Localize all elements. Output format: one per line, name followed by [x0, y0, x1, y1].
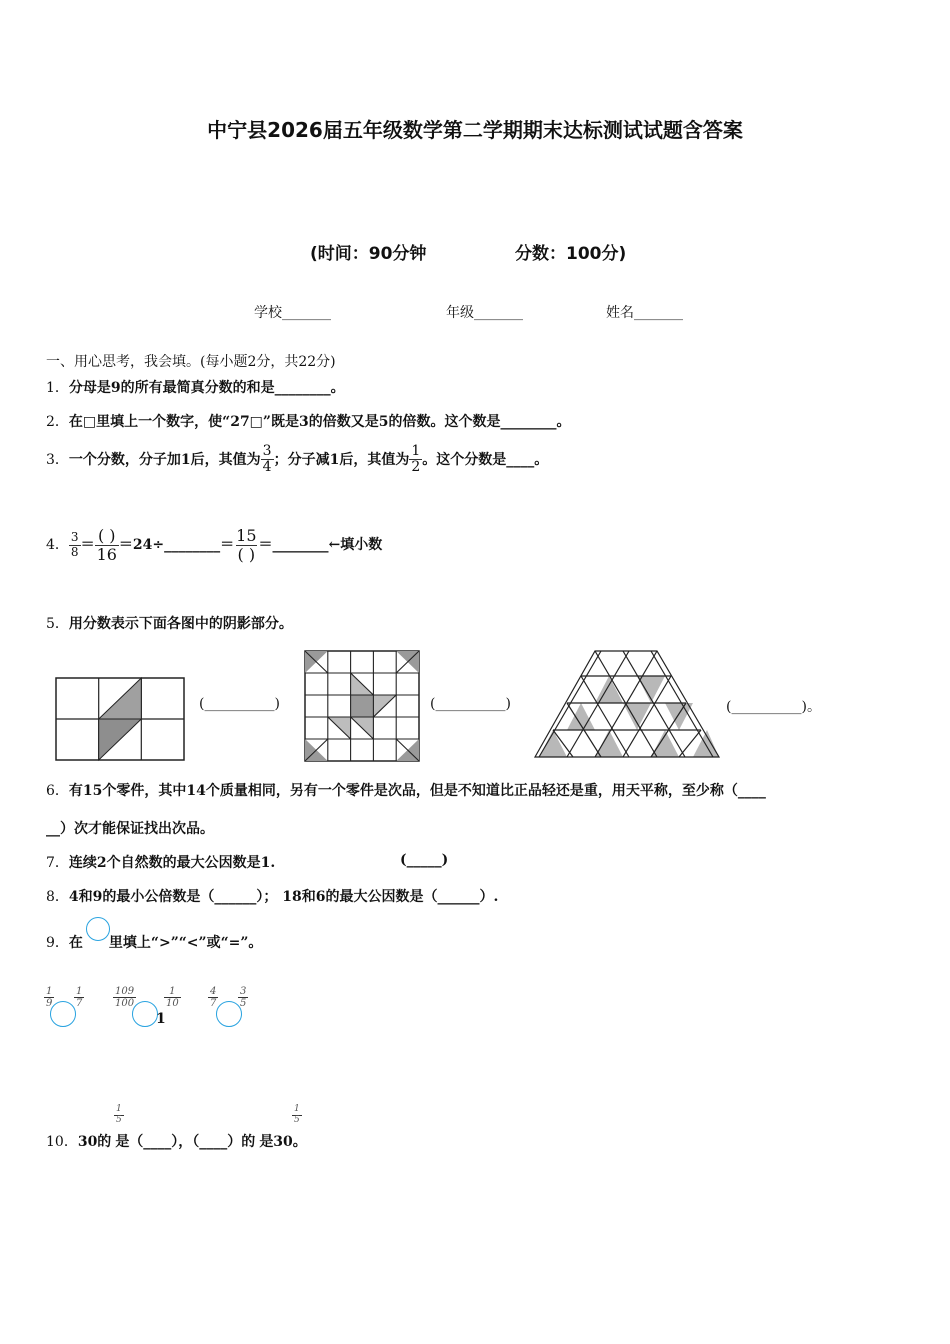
- fraction: $\frac{3}{4}$: [262, 443, 272, 476]
- fraction-one-fifth-b: $\frac{1}{5}$: [294, 1104, 300, 1125]
- compare-item-1-right: [74, 986, 84, 1009]
- question-1: 1．分母是9的所有最简真分数的和是________。: [46, 380, 345, 396]
- school-field: 学校_______: [254, 305, 331, 321]
- question-2: 2．在□里填上一个数字，使“27□”既是3的倍数又是5的倍数。这个数是________。: [46, 414, 571, 430]
- grade-field: 年级_______: [446, 305, 523, 321]
- question-10: 10．30的 是（____），（____）的 是30。: [46, 1134, 307, 1150]
- compare-item-2-right: [164, 986, 181, 1009]
- score-label: 分数：100分): [515, 244, 627, 264]
- fraction-right: $\frac{1}{10}$: [166, 986, 179, 1009]
- fraction-one-fifth-a: $\frac{1}{5}$: [116, 1104, 122, 1125]
- fraction-right: $\frac{3}{5}$: [240, 986, 247, 1009]
- section-heading: 一、用心思考，我会填。(每小题2分，共22分): [46, 354, 336, 370]
- figure-triangle-trapezoid: [533, 650, 719, 760]
- compare-circle-input[interactable]: [132, 1001, 158, 1027]
- fraction: $\frac{1}{2}$: [411, 443, 421, 476]
- question-4: 4． $\frac{3}{8}$ ＝ $\frac{( )}{16}$ ＝24÷________＝ $\frac{15}{( )}$ ＝________←填小数: [46, 526, 383, 564]
- compare-circle-input[interactable]: [50, 1001, 76, 1027]
- name-field: 姓名_______: [606, 305, 683, 321]
- question-7: 7．连续2个自然数的最大公因数是1.: [46, 855, 276, 871]
- compare-item-3: [208, 986, 218, 1009]
- fraction-left: $\frac{4}{7}$: [210, 986, 217, 1009]
- question-5: 5．用分数表示下面各图中的阴影部分。: [46, 616, 293, 632]
- fraction-left: $\frac{109}{100}$: [115, 986, 135, 1009]
- fraction-right: $\frac{1}{7}$: [76, 986, 83, 1009]
- answer-blank-3: (__________)。: [726, 699, 821, 715]
- compare-circle-icon: [86, 917, 110, 941]
- figure-square-grid: [304, 650, 420, 762]
- answer-blank-1: (__________): [199, 696, 280, 712]
- fraction: $\frac{( )}{16}$: [96, 526, 117, 564]
- question-3: 3．一个分数，分子加1后，其值为 $\frac{3}{4}$ ；分子减1后，其值为 $\frac{1}{2}$ 。这个分数是____。: [46, 443, 549, 476]
- fraction: $\frac{3}{8}$: [70, 530, 79, 559]
- fraction: $\frac{15}{( )}$: [236, 526, 257, 564]
- question-9: 9．在 里填上“>”“<”或“=”。: [46, 935, 263, 951]
- question-6-cont: __）次才能保证找出次品。: [46, 821, 214, 837]
- question-6: 6．有15个零件，其中14个质量相同，另有一个零件是次品，但是不知道比正品轻还是重，用天平称，至少称（____: [46, 783, 766, 799]
- question-8: 8．4和9的最小公倍数是（______）； 18和6的最大公因数是（______）.: [46, 889, 499, 905]
- question-7-blank: (_____): [400, 852, 449, 868]
- figure-rect-grid: [55, 677, 185, 761]
- document-title: 中宁县2026届五年级数学第二学期期末达标测试试题含答案: [207, 118, 743, 142]
- compare-item-2-value: 1: [156, 1011, 166, 1027]
- fraction-left: $\frac{1}{9}$: [46, 986, 53, 1009]
- compare-item-2: [113, 986, 136, 1009]
- time-label: (时间：90分钟: [310, 244, 427, 264]
- compare-item-3-right: [238, 986, 248, 1009]
- answer-blank-2: (__________): [430, 696, 511, 712]
